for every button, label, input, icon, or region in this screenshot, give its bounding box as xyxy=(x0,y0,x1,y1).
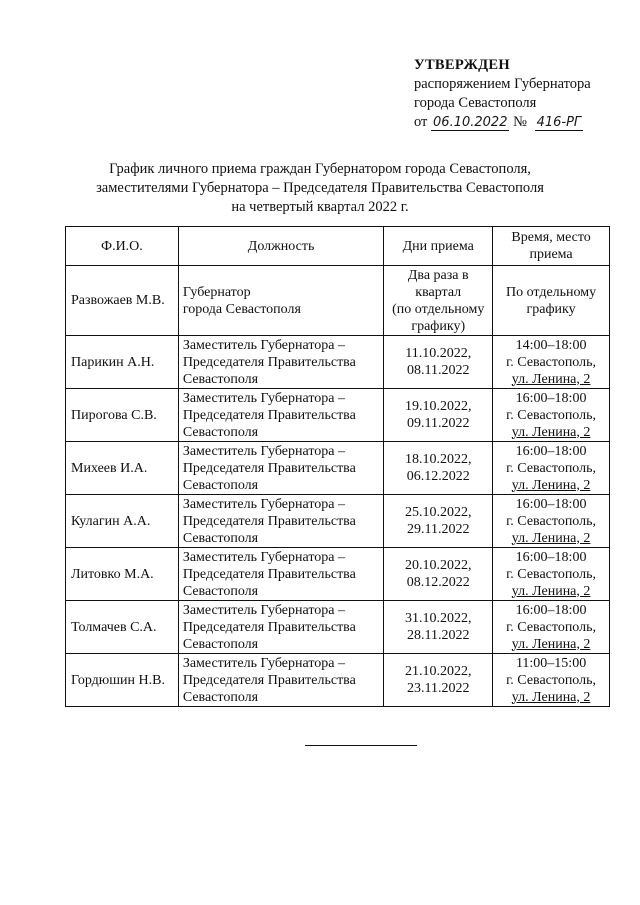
time-line: 16:00–18:00 xyxy=(515,549,587,565)
position-line: Заместитель Губернатора – xyxy=(182,496,346,512)
cell-fio: Кулагин А.А. xyxy=(66,495,179,548)
cell-position xyxy=(178,389,384,442)
header-time-place xyxy=(493,227,610,266)
time-line: 11:00–15:00 xyxy=(515,655,587,671)
cell-days xyxy=(384,442,493,495)
cell-days xyxy=(384,389,493,442)
cell-days xyxy=(384,495,493,548)
place-line: г. Севастополь, xyxy=(506,672,596,688)
cell-days xyxy=(384,601,493,654)
schedule-table xyxy=(65,226,610,707)
place-line: г. Севастополь, xyxy=(506,513,596,529)
position-line: Заместитель Губернатора – xyxy=(182,549,346,565)
cell-fio: Пирогова С.В. xyxy=(66,389,179,442)
approval-heading: УТВЕРЖДЕН xyxy=(414,57,510,73)
days-line: 08.12.2022 xyxy=(406,575,470,590)
header-time-line-1: Время, место xyxy=(511,230,591,245)
days-line: графику) xyxy=(411,318,466,334)
position-line: Заместитель Губернатора – xyxy=(182,655,346,671)
cell-time-place xyxy=(493,495,610,548)
cell-fio: Парикин А.Н. xyxy=(66,336,179,389)
table-header-row xyxy=(66,227,610,266)
time-line: 14:00–18:00 xyxy=(515,337,587,353)
cell-time-place xyxy=(493,266,610,336)
position-line: Председателя Правительства xyxy=(182,407,356,423)
days-line: 18.10.2022, xyxy=(404,452,472,467)
position-line: Севастополя xyxy=(182,371,259,387)
approval-line-1: распоряжением Губернатора xyxy=(414,76,591,92)
days-line: 11.10.2022, xyxy=(405,346,472,361)
table-row xyxy=(66,442,610,495)
days-line: 09.11.2022 xyxy=(406,416,470,431)
cell-time-place xyxy=(493,389,610,442)
table-row xyxy=(66,336,610,389)
bottom-divider xyxy=(305,745,417,746)
days-line: 28.11.2022 xyxy=(406,628,470,643)
cell-days xyxy=(384,266,493,336)
time-line: 16:00–18:00 xyxy=(515,443,587,459)
position-line: Председателя Правительства xyxy=(182,619,356,635)
position-line: Заместитель Губернатора – xyxy=(182,337,346,353)
address-line: ул. Ленина, 2 xyxy=(511,689,591,705)
address-line: ул. Ленина, 2 xyxy=(511,636,591,652)
time-line: 16:00–18:00 xyxy=(515,602,587,618)
time-line: 16:00–18:00 xyxy=(515,390,587,406)
cell-fio: Развожаев М.В. xyxy=(66,266,179,336)
title-line-3: на четвертый квартал 2022 г. xyxy=(231,199,409,215)
position-line: Председателя Правительства xyxy=(182,513,356,529)
cell-position xyxy=(178,548,384,601)
cell-position xyxy=(178,336,384,389)
header-days: Дни приема xyxy=(384,227,493,266)
cell-position xyxy=(178,266,384,336)
days-line: 21.10.2022, xyxy=(404,664,472,679)
cell-fio: Гордюшин Н.В. xyxy=(66,654,179,707)
address-line: ул. Ленина, 2 xyxy=(511,477,591,493)
position-line: Севастополя xyxy=(182,636,259,652)
cell-fio: Литовко М.А. xyxy=(66,548,179,601)
position-line: Севастополя xyxy=(182,530,259,546)
cell-fio: Михеев И.А. xyxy=(66,442,179,495)
table-row xyxy=(66,601,610,654)
cell-time-place xyxy=(493,654,610,707)
header-fio: Ф.И.О. xyxy=(66,227,179,266)
cell-time-place xyxy=(493,601,610,654)
days-line: 31.10.2022, xyxy=(404,611,472,626)
cell-position xyxy=(178,601,384,654)
place-line: г. Севастополь, xyxy=(506,354,596,370)
place-line: г. Севастополь, xyxy=(506,566,596,582)
table-row xyxy=(66,266,610,336)
days-line: Два раза в xyxy=(407,267,469,283)
table-row xyxy=(66,389,610,442)
position-line: Севастополя xyxy=(182,424,259,440)
address-line: ул. Ленина, 2 xyxy=(511,424,591,440)
address-line: ул. Ленина, 2 xyxy=(511,371,591,387)
cell-days xyxy=(384,336,493,389)
time-line: По отдельному xyxy=(505,284,597,300)
document-title xyxy=(0,160,640,217)
table-row xyxy=(66,495,610,548)
time-line: графику xyxy=(526,301,576,317)
cell-position xyxy=(178,654,384,707)
address-line: ул. Ленина, 2 xyxy=(511,583,591,599)
place-line: г. Севастополь, xyxy=(506,460,596,476)
position-line: города Севастополя xyxy=(182,301,301,317)
days-line: 29.11.2022 xyxy=(406,522,470,537)
days-line: 20.10.2022, xyxy=(404,558,472,573)
place-line: г. Севастополь, xyxy=(506,619,596,635)
position-line: Председателя Правительства xyxy=(182,672,356,688)
days-line: (по отдельному xyxy=(392,301,485,317)
from-label: от xyxy=(414,114,428,130)
position-line: Заместитель Губернатора – xyxy=(182,390,346,406)
cell-days xyxy=(384,654,493,707)
cell-days xyxy=(384,548,493,601)
position-line: Председателя Правительства xyxy=(182,566,356,582)
days-line: квартал xyxy=(415,284,462,300)
position-line: Губернатор xyxy=(182,284,251,300)
number-label: № xyxy=(513,114,527,130)
approval-line-2: города Севастополя xyxy=(414,95,537,111)
handwritten-number: 416-РГ xyxy=(536,115,582,130)
table-row xyxy=(66,654,610,707)
cell-position xyxy=(178,495,384,548)
approval-date-line xyxy=(414,113,591,132)
days-line: 08.11.2022 xyxy=(406,363,470,378)
header-time-line-2: приема xyxy=(529,247,573,262)
address-line: ул. Ленина, 2 xyxy=(511,530,591,546)
header-position: Должность xyxy=(178,227,384,266)
days-line: 23.11.2022 xyxy=(406,681,470,696)
position-line: Севастополя xyxy=(182,477,259,493)
title-line-2: заместителями Губернатора – Председателя Правительства Севастополя xyxy=(96,180,544,196)
cell-time-place xyxy=(493,548,610,601)
position-line: Севастополя xyxy=(182,583,259,599)
table-row xyxy=(66,548,610,601)
handwritten-date: 06.10.2022 xyxy=(433,115,508,130)
cell-time-place xyxy=(493,442,610,495)
approval-block xyxy=(414,56,591,132)
days-line: 19.10.2022, xyxy=(404,399,472,414)
position-line: Севастополя xyxy=(182,689,259,705)
place-line: г. Севастополь, xyxy=(506,407,596,423)
position-line: Председателя Правительства xyxy=(182,460,356,476)
days-line: 06.12.2022 xyxy=(406,469,470,484)
position-line: Председателя Правительства xyxy=(182,354,356,370)
cell-time-place xyxy=(493,336,610,389)
position-line: Заместитель Губернатора – xyxy=(182,443,346,459)
days-line: 25.10.2022, xyxy=(404,505,472,520)
cell-fio: Толмачев С.А. xyxy=(66,601,179,654)
time-line: 16:00–18:00 xyxy=(515,496,587,512)
title-line-1: График личного приема граждан Губернатором города Севастополя, xyxy=(109,161,531,177)
position-line: Заместитель Губернатора – xyxy=(182,602,346,618)
cell-position xyxy=(178,442,384,495)
